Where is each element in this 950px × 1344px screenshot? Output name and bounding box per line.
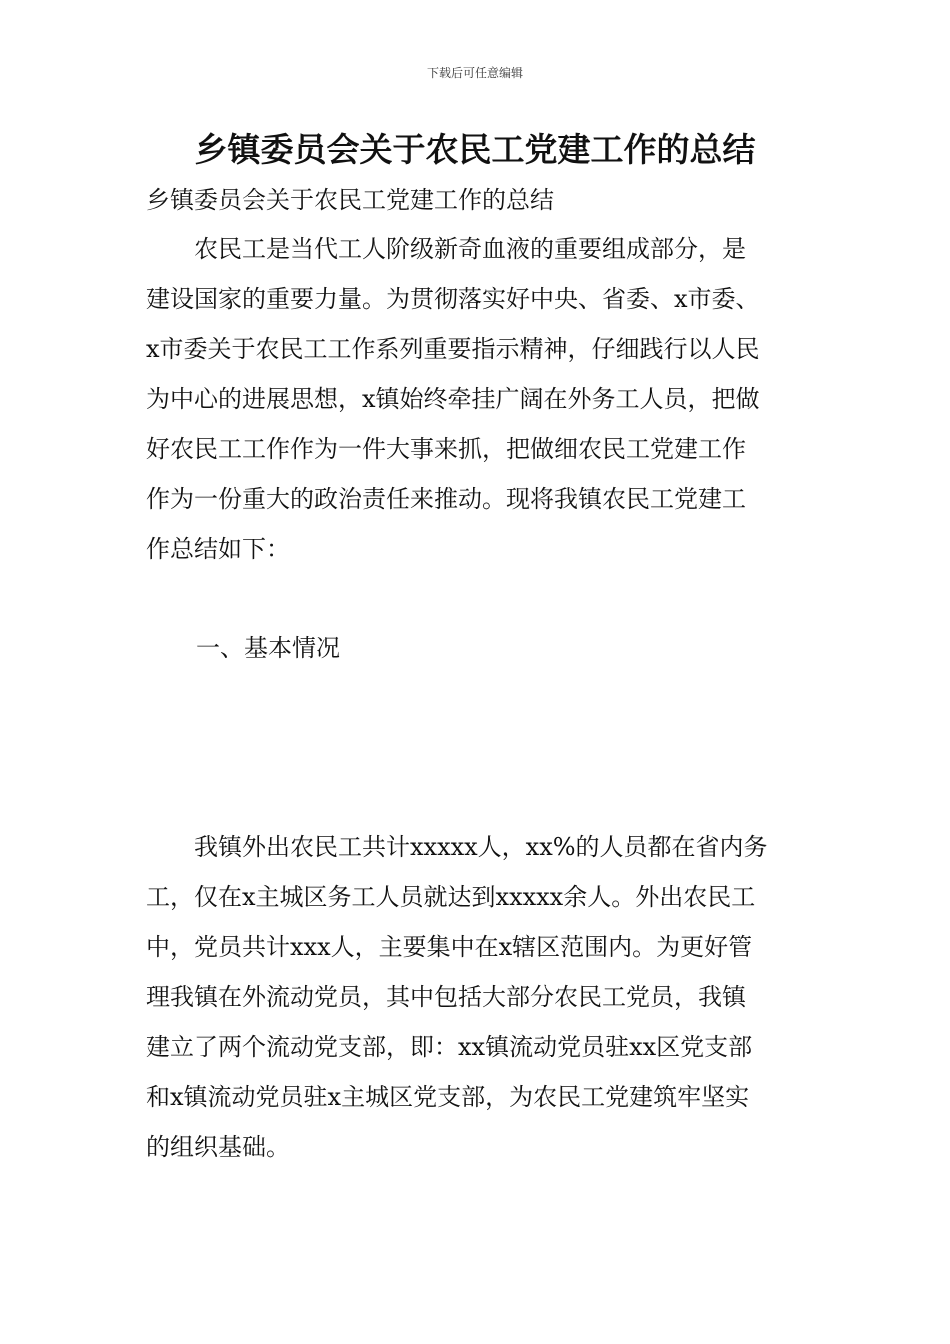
paragraph-line: 建立了两个流动党支部，即：xx镇流动党员驻xx区党支部 — [146, 1033, 753, 1061]
paragraph-line: 农民工是当代工人阶级新奇血液的重要组成部分，是 — [146, 235, 746, 263]
paragraph-line: 和x镇流动党员驻x主城区党支部，为农民工党建筑牢坚实 — [146, 1083, 750, 1111]
document-subtitle: 乡镇委员会关于农民工党建工作的总结 — [146, 186, 554, 214]
paragraph-line: 理我镇在外流动党员，其中包括大部分农民工党员，我镇 — [146, 983, 746, 1011]
paragraph-line: 工，仅在x主城区务工人员就达到xxxxx余人。外出农民工 — [146, 883, 756, 911]
header-note: 下载后可任意编辑 — [426, 66, 523, 80]
basic-situation-paragraph — [146, 822, 826, 1172]
paragraph-line: 作为一份重大的政治责任来推动。现将我镇农民工党建工 — [146, 485, 746, 513]
paragraph-line: 作总结如下： — [146, 535, 290, 563]
paragraph-line: 的组织基础。 — [146, 1133, 290, 1161]
section-heading-basic-situation: 一、基本情况 — [196, 634, 340, 662]
intro-paragraph — [146, 224, 826, 574]
paragraph-line: 好农民工工作作为一件大事来抓，把做细农民工党建工作 — [146, 435, 746, 463]
paragraph-line: x市委关于农民工工作系列重要指示精神，仔细践行以人民 — [146, 335, 760, 363]
paragraph-line: 建设国家的重要力量。为贯彻落实好中央、省委、x市委、 — [146, 285, 760, 313]
document-title: 乡镇委员会关于农民工党建工作的总结 — [194, 130, 756, 169]
paragraph-line: 我镇外出农民工共计xxxxx人，xx%的人员都在省内务 — [146, 833, 768, 861]
paragraph-line: 中，党员共计xxx人，主要集中在x辖区范围内。为更好管 — [146, 933, 753, 961]
paragraph-line: 为中心的进展思想，x镇始终牵挂广阔在外务工人员，把做 — [146, 385, 760, 413]
